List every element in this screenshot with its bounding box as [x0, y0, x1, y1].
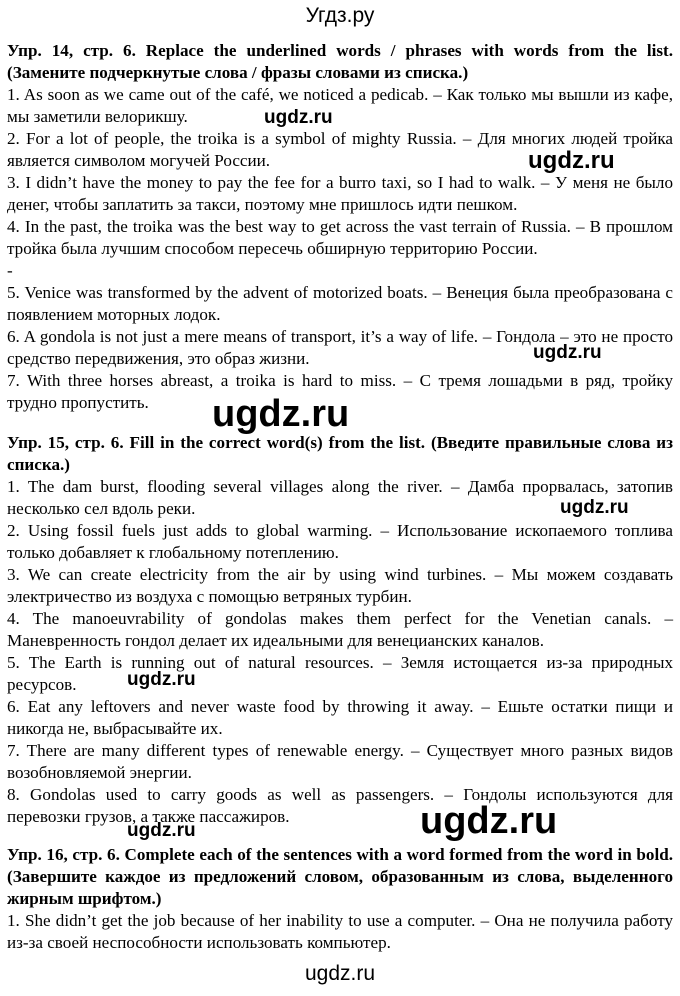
exercise-15-item: 6. Eat any leftovers and never waste food by throwing it away. – Ешьте остатки пищи и никогда не, выбрасывайте их. [7, 697, 673, 738]
watermark: ugdz.ru [420, 800, 558, 842]
exercise-15-item: 7. There are many different types of renewable energy. – Существует много разных видов возобновляемой энергии. [7, 741, 673, 782]
exercise-16-heading: Упр. 16, стр. 6. Complete each of the sentences with a word formed from the word in bold. (Завершите каждое из предложений словом, образованным из слова, выделенного жирным шрифтом.) [7, 845, 673, 908]
exercise-15-item: 1. The dam burst, flooding several villages along the river. – Дамба прорвалась, затопив несколько сел вдоль реки. [7, 477, 673, 518]
exercise-14-item: 2. For a lot of people, the troika is a symbol of mighty Russia. – Для многих людей тройка является символом могучей России. [7, 129, 673, 170]
document-body [7, 38, 673, 954]
exercise-15-item: 8. Gondolas used to carry goods as well as passengers. – Гондолы используются для перевозки грузов, а также пассажиров. [7, 785, 673, 826]
watermark: ugdz.ru [127, 669, 196, 690]
exercise-14-item: 4. In the past, the troika was the best way to get across the vast terrain of Russia. – В прошлом тройка была лучшим способом пересечь обширную территорию России. [7, 217, 673, 258]
exercise-14-item: 3. I didn’t have the money to pay the fee for a burro taxi, so I had to walk. – У меня не было денег, чтобы заплатить за такси, поэтому мне пришлось идти пешком. [7, 173, 673, 214]
site-footer: ugdz.ru [304, 962, 376, 985]
exercise-14-heading: Упр. 14, стр. 6. Replace the underlined words / phrases with words from the list. (Замените подчеркнутые слова / фразы словами из списка.) [7, 41, 673, 82]
site-header: Угдз.ру [305, 4, 375, 27]
exercise-14-item: 6. A gondola is not just a mere means of transport, it’s a way of life. – Гондола – это не просто средство передвижения, это образ жизни. [7, 327, 673, 368]
watermark: ugdz.ru [212, 393, 350, 435]
exercise-15-item: 4. The manoeuvrability of gondolas makes them perfect for the Venetian canals. – Маневренность гондол делает их идеальными для венецианских каналов. [7, 609, 673, 650]
exercise-15-item: 3. We can create electricity from the air by using wind turbines. – Мы можем создавать электричество из воздуха с помощью ветряных турбин. [7, 565, 673, 606]
exercise-14-item: 7. With three horses abreast, a troika is hard to miss. – С тремя лошадьми в ряд, тройку трудно пропустить. [7, 371, 673, 412]
exercise-15-item: 2. Using fossil fuels just adds to global warming. – Использование ископаемого топлива только добавляет к глобальному потеплению. [7, 521, 673, 562]
exercise-16-item: 1. She didn’t get the job because of her inability to use a computer. – Она не получила работу из-за своей неспособности использовать компьютер. [7, 911, 673, 952]
exercise-14-item: 5. Venice was transformed by the advent of motorized boats. – Венеция была преобразована с появлением моторных лодок. [7, 283, 673, 324]
watermark: ugdz.ru [127, 820, 196, 841]
exercise-14-dash: - [7, 261, 13, 280]
exercise-15-item: 5. The Earth is running out of natural resources. – Земля истощается из-за природных ресурсов. [7, 653, 673, 694]
watermark: ugdz.ru [533, 342, 602, 363]
exercise-14-item: 1. As soon as we came out of the café, we noticed a pedicab. – Как только мы вышли из кафе, мы заметили велорикшу. [7, 85, 673, 126]
watermark: ugdz.ru [528, 147, 615, 174]
watermark: ugdz.ru [560, 497, 629, 518]
exercise-15-heading: Упр. 15, стр. 6. Fill in the correct word(s) from the list. (Введите правильные слова из списка.) [7, 433, 673, 474]
watermark: ugdz.ru [264, 107, 333, 128]
